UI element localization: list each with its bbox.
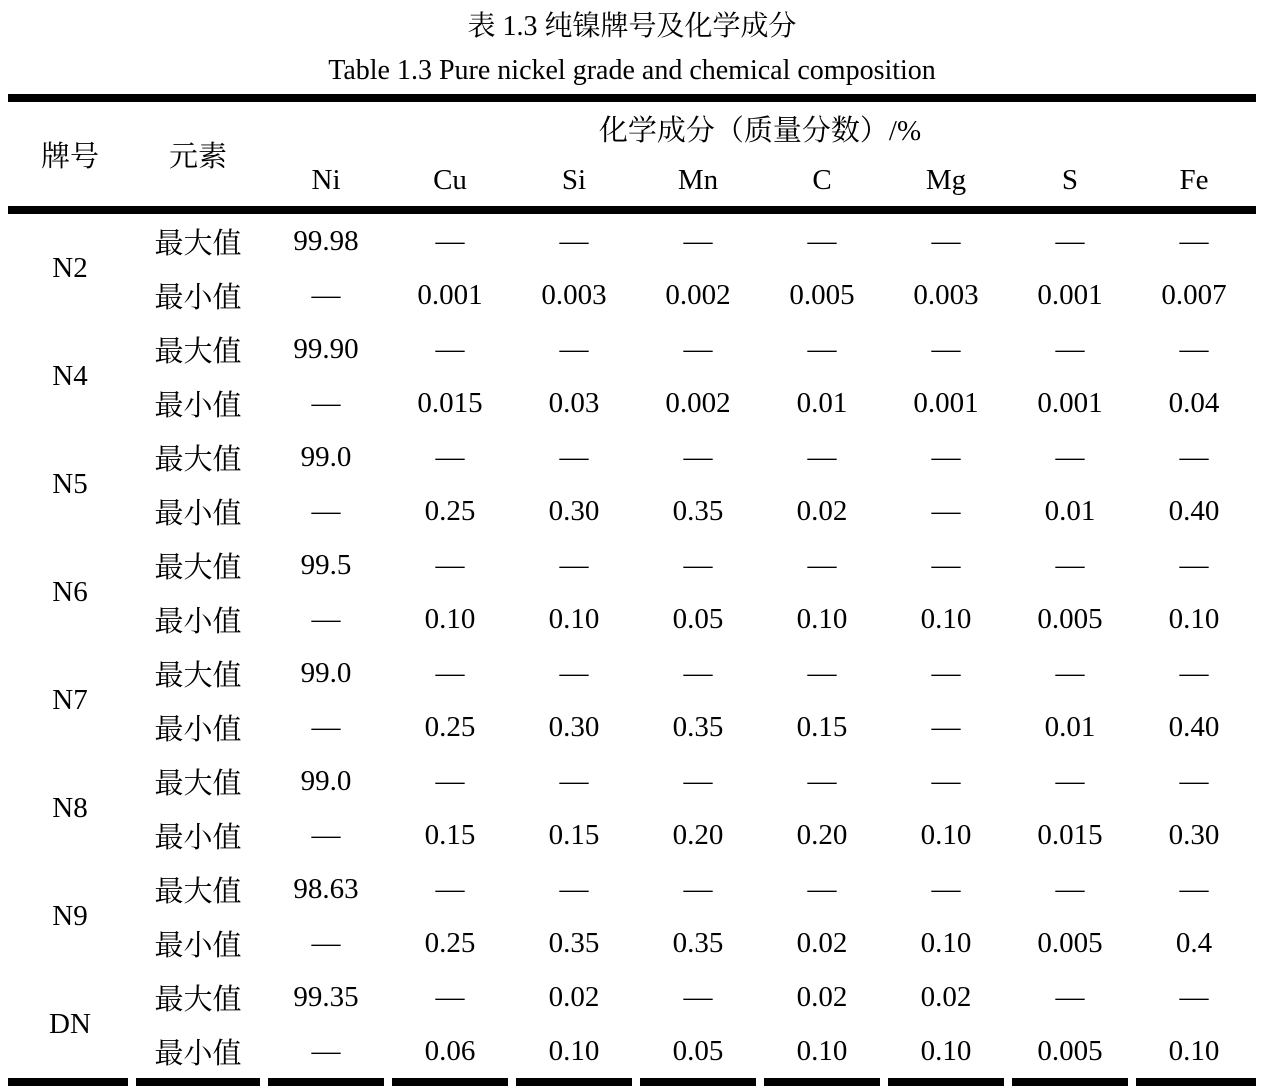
- top-rule: [8, 94, 1256, 102]
- bottom-rule-segment: [636, 1078, 760, 1086]
- value-cell: —: [807, 656, 837, 689]
- value-cell: 0.10: [920, 926, 972, 959]
- value-cell: —: [931, 494, 961, 527]
- value-cell: —: [683, 656, 713, 689]
- value-cell: —: [311, 710, 341, 743]
- value-cell: —: [1179, 224, 1209, 257]
- value-cell: 0.20: [796, 818, 848, 851]
- value-cell: 0.15: [548, 818, 600, 851]
- row-label-min: 最小值: [154, 1037, 242, 1070]
- value-cell: 0.25: [424, 926, 476, 959]
- value-cell: 0.15: [796, 710, 848, 743]
- grade-cell: N5: [52, 467, 88, 500]
- value-cell: 0.02: [796, 926, 848, 959]
- value-cell: 0.25: [424, 494, 476, 527]
- column-header-s: S: [1061, 163, 1079, 196]
- row-label-min: 最小值: [154, 281, 242, 314]
- row-label-max: 最大值: [154, 335, 242, 368]
- value-cell: 0.15: [424, 818, 476, 851]
- value-cell: —: [435, 980, 465, 1013]
- value-cell: 0.10: [548, 602, 600, 635]
- value-cell: —: [683, 440, 713, 473]
- column-header-si: Si: [561, 163, 587, 196]
- value-cell: 0.03: [548, 386, 600, 419]
- value-cell: —: [683, 224, 713, 257]
- value-cell: —: [311, 1034, 341, 1067]
- value-cell: —: [807, 332, 837, 365]
- grade-cell: DN: [49, 1007, 91, 1040]
- value-cell: 99.0: [300, 764, 352, 797]
- value-cell: —: [1055, 872, 1085, 905]
- bottom-rule-segment: [1008, 1078, 1132, 1086]
- value-cell: 0.02: [920, 980, 972, 1013]
- table-body: [8, 214, 1256, 1078]
- value-cell: —: [807, 764, 837, 797]
- value-cell: 0.001: [1037, 386, 1103, 419]
- row-label-min: 最小值: [154, 713, 242, 746]
- row-label-max: 最大值: [154, 551, 242, 584]
- value-cell: —: [559, 872, 589, 905]
- value-cell: —: [807, 548, 837, 581]
- value-cell: 0.10: [920, 602, 972, 635]
- value-cell: 98.63: [293, 872, 359, 905]
- row-label-max: 最大值: [154, 443, 242, 476]
- value-cell: —: [931, 332, 961, 365]
- value-cell: —: [1179, 440, 1209, 473]
- value-cell: 0.25: [424, 710, 476, 743]
- column-header-mn: Mn: [677, 163, 719, 196]
- value-cell: —: [1179, 332, 1209, 365]
- value-cell: 0.015: [417, 386, 483, 419]
- column-header-mg: Mg: [925, 163, 967, 196]
- value-cell: 0.007: [1161, 278, 1227, 311]
- value-cell: —: [311, 602, 341, 635]
- bottom-rule-segment: [884, 1078, 1008, 1086]
- value-cell: —: [311, 818, 341, 851]
- value-cell: 0.01: [1044, 494, 1096, 527]
- bottom-rule-segment: [8, 1078, 132, 1086]
- value-cell: —: [311, 278, 341, 311]
- value-cell: 0.20: [672, 818, 724, 851]
- value-cell: 0.40: [1168, 494, 1220, 527]
- value-cell: 0.005: [1037, 926, 1103, 959]
- value-cell: 0.35: [548, 926, 600, 959]
- value-cell: —: [435, 224, 465, 257]
- column-header-cu: Cu: [433, 163, 467, 196]
- value-cell: 0.002: [665, 278, 731, 311]
- bottom-rule: [8, 1078, 1256, 1086]
- value-cell: —: [1055, 764, 1085, 797]
- value-cell: —: [311, 386, 341, 419]
- value-cell: —: [807, 224, 837, 257]
- bottom-rule-segment: [760, 1078, 884, 1086]
- value-cell: 0.35: [672, 494, 724, 527]
- value-cell: 0.002: [665, 386, 731, 419]
- value-cell: —: [559, 656, 589, 689]
- value-cell: 0.003: [541, 278, 607, 311]
- value-cell: 0.10: [1168, 602, 1220, 635]
- row-label-min: 最小值: [154, 605, 242, 638]
- row-label-max: 最大值: [154, 227, 242, 260]
- grade-cell: N6: [52, 575, 88, 608]
- value-cell: —: [435, 548, 465, 581]
- row-label-max: 最大值: [154, 659, 242, 692]
- value-cell: 0.005: [1037, 1034, 1103, 1067]
- value-cell: —: [559, 224, 589, 257]
- value-cell: 0.06: [424, 1034, 476, 1067]
- row-label-min: 最小值: [154, 497, 242, 530]
- value-cell: —: [1055, 656, 1085, 689]
- value-cell: 0.02: [796, 980, 848, 1013]
- value-cell: —: [1055, 332, 1085, 365]
- value-cell: —: [559, 440, 589, 473]
- column-header-ni: Ni: [311, 163, 341, 196]
- value-cell: 0.10: [920, 818, 972, 851]
- value-cell: —: [1055, 548, 1085, 581]
- value-cell: 0.10: [1168, 1034, 1220, 1067]
- value-cell: —: [1179, 980, 1209, 1013]
- column-header-fe: Fe: [1179, 163, 1209, 196]
- value-cell: 0.001: [417, 278, 483, 311]
- grade-cell: N8: [52, 791, 88, 824]
- value-cell: 0.005: [789, 278, 855, 311]
- bottom-rule-segment: [388, 1078, 512, 1086]
- value-cell: —: [931, 710, 961, 743]
- value-cell: 0.30: [548, 710, 600, 743]
- value-cell: 0.001: [913, 386, 979, 419]
- bottom-rule-segment: [1132, 1078, 1256, 1086]
- value-cell: 99.35: [293, 980, 359, 1013]
- value-cell: 99.0: [300, 656, 352, 689]
- value-cell: 0.015: [1037, 818, 1103, 851]
- column-header-grade: 牌号: [40, 140, 99, 173]
- value-cell: 0.05: [672, 602, 724, 635]
- value-cell: 0.003: [913, 278, 979, 311]
- value-cell: 0.10: [424, 602, 476, 635]
- value-cell: 0.35: [672, 926, 724, 959]
- grade-cell: N7: [52, 683, 88, 716]
- value-cell: 0.01: [796, 386, 848, 419]
- value-cell: —: [1179, 656, 1209, 689]
- value-cell: 0.30: [548, 494, 600, 527]
- header-rule: [8, 206, 1256, 214]
- value-cell: —: [435, 656, 465, 689]
- value-cell: —: [1055, 224, 1085, 257]
- value-cell: —: [683, 332, 713, 365]
- row-label-max: 最大值: [154, 983, 242, 1016]
- grade-cell: N4: [52, 359, 88, 392]
- value-cell: 0.001: [1037, 278, 1103, 311]
- value-cell: 0.4: [1175, 926, 1213, 959]
- row-label-max: 最大值: [154, 875, 242, 908]
- value-cell: 0.04: [1168, 386, 1220, 419]
- value-cell: —: [1179, 548, 1209, 581]
- bottom-rule-segment: [264, 1078, 388, 1086]
- value-cell: —: [559, 548, 589, 581]
- value-cell: —: [807, 440, 837, 473]
- column-header-composition: 化学成分（质量分数）/%: [598, 114, 922, 147]
- row-label-min: 最小值: [154, 389, 242, 422]
- value-cell: —: [1055, 440, 1085, 473]
- value-cell: —: [311, 926, 341, 959]
- value-cell: —: [559, 764, 589, 797]
- table-title-english: Table 1.3 Pure nickel grade and chemical composition: [328, 54, 936, 86]
- value-cell: 0.30: [1168, 818, 1220, 851]
- value-cell: —: [807, 872, 837, 905]
- row-label-min: 最小值: [154, 821, 242, 854]
- bottom-rule-segment: [512, 1078, 636, 1086]
- value-cell: 0.35: [672, 710, 724, 743]
- value-cell: 0.10: [796, 1034, 848, 1067]
- value-cell: —: [931, 656, 961, 689]
- value-cell: —: [683, 548, 713, 581]
- value-cell: 99.0: [300, 440, 352, 473]
- value-cell: —: [931, 548, 961, 581]
- value-cell: —: [559, 332, 589, 365]
- value-cell: —: [683, 872, 713, 905]
- value-cell: 0.40: [1168, 710, 1220, 743]
- value-cell: —: [931, 872, 961, 905]
- value-cell: 0.02: [548, 980, 600, 1013]
- value-cell: 0.10: [796, 602, 848, 635]
- value-cell: —: [683, 764, 713, 797]
- value-cell: 0.10: [548, 1034, 600, 1067]
- table-title-chinese: 表 1.3 纯镍牌号及化学成分: [467, 10, 797, 42]
- grade-cell: N2: [52, 251, 88, 284]
- value-cell: —: [931, 764, 961, 797]
- value-cell: —: [683, 980, 713, 1013]
- value-cell: —: [435, 440, 465, 473]
- value-cell: —: [1055, 980, 1085, 1013]
- row-label-min: 最小值: [154, 929, 242, 962]
- value-cell: 99.98: [293, 224, 359, 257]
- value-cell: —: [931, 224, 961, 257]
- value-cell: 0.005: [1037, 602, 1103, 635]
- value-cell: 99.5: [300, 548, 352, 581]
- row-label-max: 最大值: [154, 767, 242, 800]
- value-cell: 0.02: [796, 494, 848, 527]
- value-cell: —: [435, 764, 465, 797]
- value-cell: 99.90: [293, 332, 359, 365]
- value-cell: —: [435, 872, 465, 905]
- value-cell: —: [931, 440, 961, 473]
- value-cell: —: [311, 494, 341, 527]
- table-header: [8, 102, 1256, 206]
- grade-cell: N9: [52, 899, 88, 932]
- value-cell: —: [1179, 764, 1209, 797]
- column-header-element: 元素: [168, 140, 227, 173]
- value-cell: —: [1179, 872, 1209, 905]
- value-cell: 0.01: [1044, 710, 1096, 743]
- value-cell: —: [435, 332, 465, 365]
- value-cell: 0.10: [920, 1034, 972, 1067]
- bottom-rule-segment: [132, 1078, 264, 1086]
- value-cell: 0.05: [672, 1034, 724, 1067]
- column-header-c: C: [812, 163, 832, 196]
